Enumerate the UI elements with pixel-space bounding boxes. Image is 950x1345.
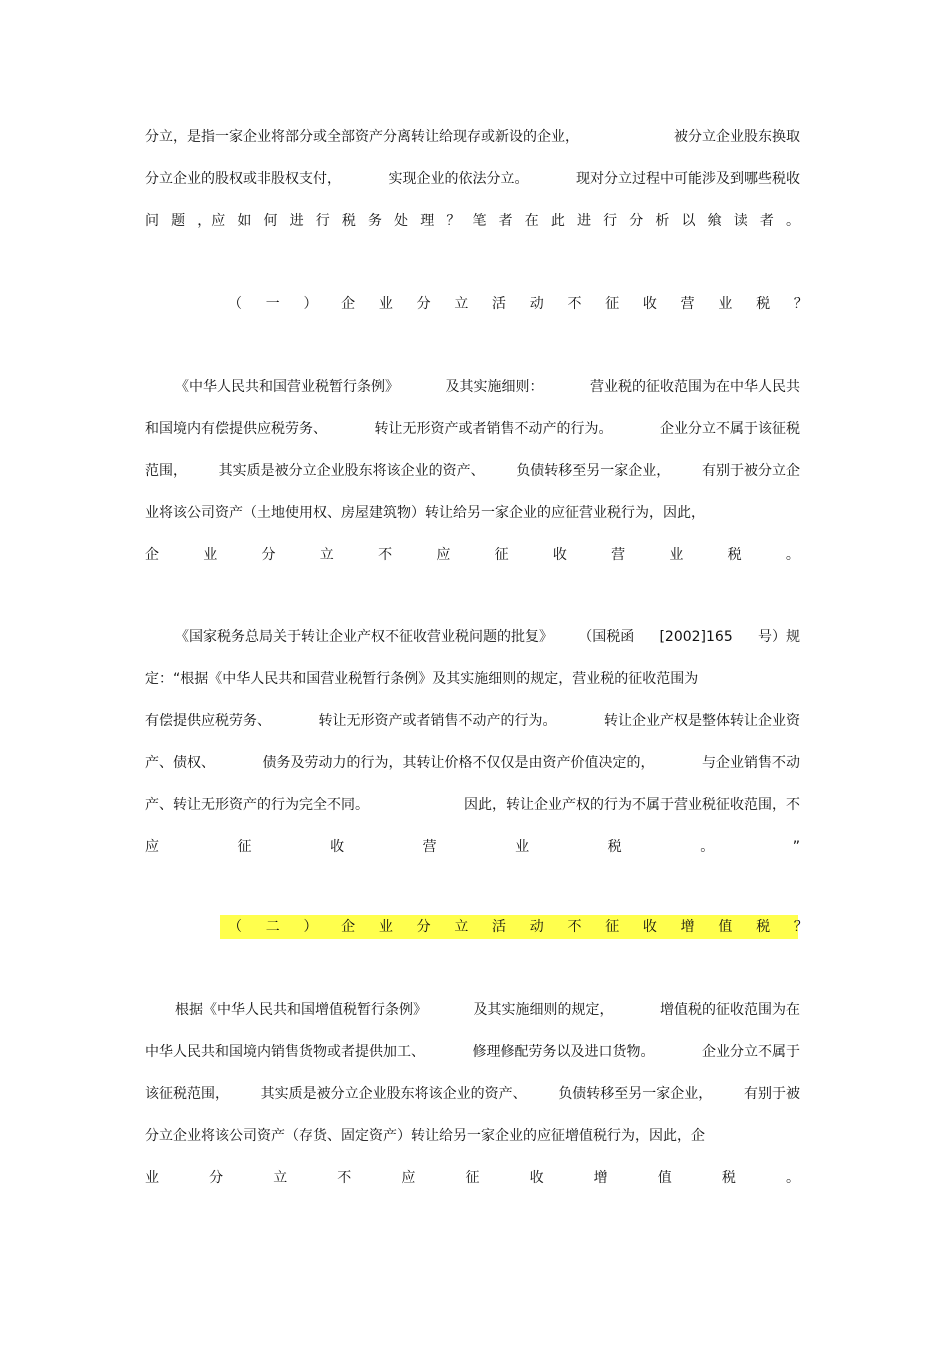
text-segment: 有别于被分立企 bbox=[701, 463, 800, 479]
text-segment: 及其实施细则的规定， bbox=[473, 1002, 614, 1018]
text-segment: 债务及劳动力的行为，其转让价格不仅仅是由资产价值决定的， bbox=[262, 755, 655, 771]
para2-line bbox=[145, 710, 800, 732]
text-segment: 修理修配劳务以及进口货物。 bbox=[472, 1044, 655, 1060]
text-segment: 转让无形资产或者销售不动产的行为。 bbox=[374, 421, 613, 437]
text-segment: 业 bbox=[378, 296, 393, 312]
text-segment: 此 bbox=[550, 213, 565, 229]
text-segment: 分 bbox=[209, 1170, 224, 1186]
text-segment: 范围， bbox=[145, 463, 187, 479]
text-segment: 和国境内有偿提供应税劳务、 bbox=[145, 421, 327, 437]
text-segment: 活 bbox=[492, 919, 507, 935]
text-segment: 。 bbox=[700, 839, 715, 855]
para3-line bbox=[145, 1167, 800, 1189]
text-segment: 企业分立不属于该征税 bbox=[660, 421, 800, 437]
text-segment: 如 bbox=[237, 213, 252, 229]
text-segment: ” bbox=[792, 839, 800, 855]
intro-line bbox=[145, 210, 800, 232]
text-segment: 应 bbox=[401, 1170, 416, 1186]
text-segment: 一 bbox=[265, 296, 280, 312]
text-segment: 分立企业将该公司资产（存货、固定资产）转让给另一家企业的应征增值税行为，因此，企 bbox=[145, 1128, 705, 1144]
text-segment: 企 bbox=[341, 919, 356, 935]
text-segment: 产、债权、 bbox=[145, 755, 215, 771]
text-segment: 析 bbox=[655, 213, 670, 229]
para1-line bbox=[145, 418, 800, 440]
text-segment: 转让无形资产或者销售不动产的行为。 bbox=[318, 713, 557, 729]
text-segment: 飨 bbox=[707, 213, 722, 229]
text-segment: 有偿提供应税劳务、 bbox=[145, 713, 271, 729]
text-segment: 何 bbox=[263, 213, 278, 229]
text-segment: 税 bbox=[607, 839, 622, 855]
text-segment: 收 bbox=[330, 839, 345, 855]
text-segment: 分立企业的股权或非股权支付， bbox=[145, 171, 341, 187]
text-segment: 值 bbox=[718, 919, 733, 935]
heading-2 bbox=[228, 916, 808, 938]
text-segment: 业 bbox=[145, 1170, 159, 1186]
para3-line bbox=[145, 1125, 800, 1147]
text-segment: 笔 bbox=[472, 213, 487, 229]
text-segment: 业将该公司资产（土地使用权、房屋建筑物）转让给另一家企业的应征营业税行为，因此， bbox=[145, 505, 705, 521]
text-segment: 。 bbox=[785, 1170, 800, 1186]
text-segment: 行 bbox=[603, 213, 618, 229]
text-segment: 增 bbox=[593, 1170, 608, 1186]
text-segment: 立 bbox=[454, 919, 469, 935]
text-segment: 根据《中华人民共和国增值税暂行条例》 bbox=[175, 1002, 427, 1018]
text-segment: 不 bbox=[378, 547, 393, 563]
text-segment: 定：“根据《中华人民共和国营业税暂行条例》及其实施细则的规定，营业税的征收范围为 bbox=[145, 671, 699, 687]
text-segment: 营 bbox=[611, 547, 626, 563]
text-segment: ？ bbox=[446, 213, 461, 229]
text-segment: 与企业销售不动 bbox=[702, 755, 800, 771]
text-segment: 题 bbox=[171, 213, 186, 229]
text-segment: 税 bbox=[721, 1170, 736, 1186]
text-segment: 立 bbox=[454, 296, 469, 312]
text-segment: ？ bbox=[793, 919, 808, 935]
para3-line bbox=[145, 1083, 800, 1105]
text-segment: 转让企业产权是整体转让企业资 bbox=[604, 713, 800, 729]
text-segment: 动 bbox=[529, 296, 544, 312]
text-segment: 行 bbox=[315, 213, 330, 229]
text-segment: 征 bbox=[494, 547, 509, 563]
text-segment: 税 bbox=[756, 296, 771, 312]
text-segment: 不 bbox=[567, 296, 582, 312]
text-segment: 读 bbox=[733, 213, 748, 229]
text-segment: 分 bbox=[261, 547, 276, 563]
text-segment: 以 bbox=[681, 213, 696, 229]
text-segment: 不 bbox=[567, 919, 582, 935]
text-segment: 号）规 bbox=[757, 629, 800, 645]
text-segment: 务 bbox=[368, 213, 382, 229]
text-segment: 收 bbox=[529, 1170, 544, 1186]
text-segment: 进 bbox=[577, 213, 591, 229]
text-segment: 应 bbox=[436, 547, 451, 563]
text-segment: 及其实施细则： bbox=[445, 379, 544, 395]
text-segment: 动 bbox=[529, 919, 544, 935]
para2-line bbox=[145, 668, 800, 690]
text-segment: 征 bbox=[605, 296, 620, 312]
text-segment: 分 bbox=[629, 213, 644, 229]
text-segment: 《国家税务总局关于转让企业产权不征收营业税问题的批复》 bbox=[175, 629, 553, 645]
text-segment: 其实质是被分立企业股东将该企业的资产、 bbox=[260, 1086, 527, 1102]
text-segment: 增值税的征收范围为在 bbox=[660, 1002, 800, 1018]
text-segment: 增 bbox=[680, 919, 695, 935]
text-segment: 《中华人民共和国营业税暂行条例》 bbox=[175, 379, 399, 395]
para2-line bbox=[145, 752, 800, 774]
text-segment: 企 bbox=[145, 547, 159, 563]
text-segment: 税 bbox=[727, 547, 742, 563]
heading-1 bbox=[228, 293, 808, 315]
intro-line bbox=[145, 126, 800, 148]
text-segment: 处 bbox=[394, 213, 409, 229]
para2-line bbox=[175, 626, 800, 648]
text-segment: 业 bbox=[515, 839, 530, 855]
text-segment: 税 bbox=[341, 213, 356, 229]
text-segment: 企业分立不属于 bbox=[702, 1044, 800, 1060]
text-segment: 现对分立过程中可能涉及到哪些税收 bbox=[576, 171, 800, 187]
text-segment: 收 bbox=[552, 547, 567, 563]
para2-line bbox=[145, 836, 800, 858]
text-segment: ，应 bbox=[197, 213, 226, 229]
text-segment: 进 bbox=[289, 213, 304, 229]
text-segment: [2002]165 bbox=[659, 629, 733, 645]
para2-line bbox=[145, 794, 800, 816]
text-segment: 业 bbox=[669, 547, 684, 563]
text-segment: 不 bbox=[337, 1170, 352, 1186]
text-segment: 立 bbox=[273, 1170, 288, 1186]
text-segment: 在 bbox=[524, 213, 539, 229]
text-segment: 立 bbox=[319, 547, 334, 563]
text-segment: 业 bbox=[203, 547, 218, 563]
text-segment: 分立，是指一家企业将部分或全部资产分离转让给现存或新设的企业， bbox=[145, 129, 579, 145]
text-segment: 产、转让无形资产的行为完全不同。 bbox=[145, 797, 369, 813]
text-segment: ） bbox=[303, 296, 318, 312]
text-segment: ） bbox=[303, 919, 318, 935]
para3-line bbox=[175, 999, 800, 1021]
text-segment: 有别于被 bbox=[743, 1086, 800, 1102]
text-segment: 分 bbox=[416, 919, 431, 935]
text-segment: （ bbox=[228, 296, 242, 312]
text-segment: 征 bbox=[605, 919, 620, 935]
text-segment: ？ bbox=[793, 296, 808, 312]
text-segment: 税 bbox=[756, 919, 771, 935]
text-segment: 。 bbox=[785, 547, 800, 563]
text-segment: 负债转移至另一家企业， bbox=[516, 463, 671, 479]
intro-line bbox=[145, 168, 800, 190]
text-segment: 值 bbox=[657, 1170, 672, 1186]
text-segment: 负债转移至另一家企业， bbox=[558, 1086, 713, 1102]
text-segment: 者 bbox=[498, 213, 513, 229]
text-segment: 活 bbox=[492, 296, 507, 312]
para1-line bbox=[145, 460, 800, 482]
text-segment: 。 bbox=[786, 213, 800, 229]
text-segment: 因此，转让企业产权的行为不属于营业税征收范围，不 bbox=[464, 797, 800, 813]
text-segment: 收 bbox=[642, 296, 657, 312]
text-segment: 其实质是被分立企业股东将该企业的资产、 bbox=[218, 463, 485, 479]
text-segment: 该征税范围， bbox=[145, 1086, 229, 1102]
text-segment: （国税函 bbox=[578, 629, 635, 645]
text-segment: 营 bbox=[422, 839, 437, 855]
text-segment: 业 bbox=[718, 296, 733, 312]
text-segment: 企 bbox=[341, 296, 356, 312]
text-segment: 分 bbox=[416, 296, 431, 312]
text-segment: 者 bbox=[759, 213, 774, 229]
text-segment: 营 bbox=[680, 296, 695, 312]
para3-line bbox=[145, 1041, 800, 1063]
para1-line bbox=[145, 544, 800, 566]
text-segment: 应 bbox=[145, 839, 159, 855]
text-segment: 中华人民共和国境内销售货物或者提供加工、 bbox=[145, 1044, 425, 1060]
text-segment: 问 bbox=[145, 213, 159, 229]
text-segment: 业 bbox=[378, 919, 393, 935]
para1-line bbox=[175, 376, 800, 398]
text-segment: 收 bbox=[642, 919, 657, 935]
text-segment: 征 bbox=[465, 1170, 480, 1186]
text-segment: 二 bbox=[265, 919, 280, 935]
text-segment: 实现企业的依法分立。 bbox=[388, 171, 529, 187]
text-segment: 被分立企业股东换取 bbox=[674, 129, 800, 145]
text-segment: 征 bbox=[237, 839, 252, 855]
para1-line bbox=[145, 502, 800, 524]
text-segment: 理 bbox=[420, 213, 435, 229]
text-segment: （ bbox=[228, 919, 242, 935]
text-segment: 营业税的征收范围为在中华人民共 bbox=[590, 379, 800, 395]
